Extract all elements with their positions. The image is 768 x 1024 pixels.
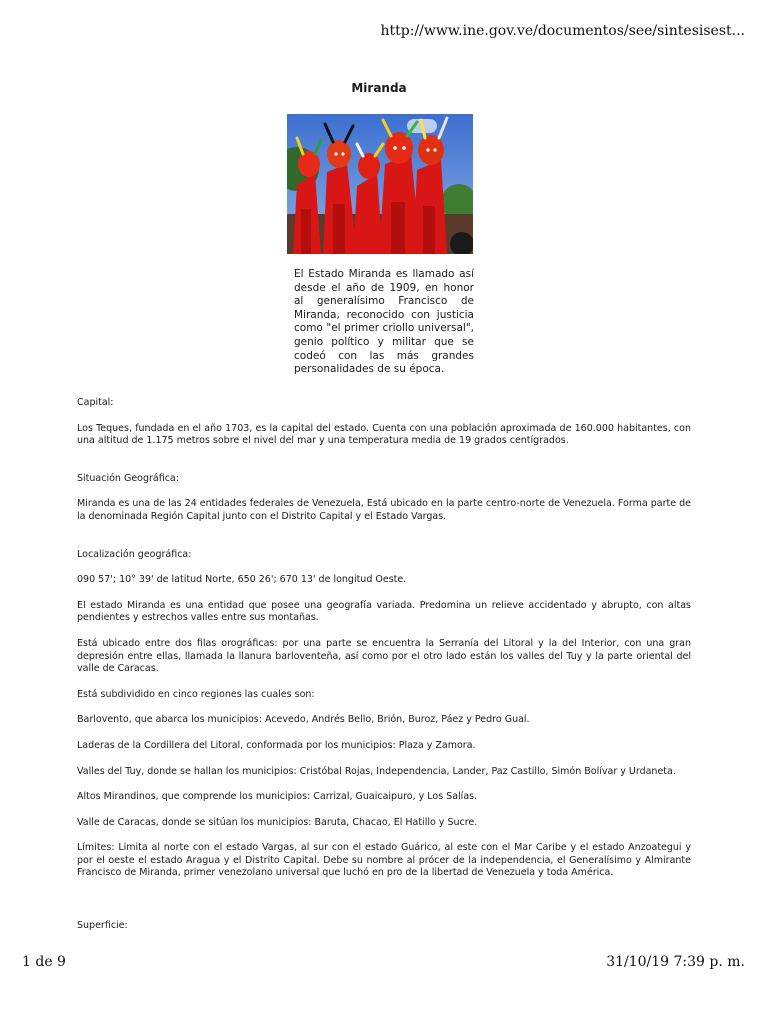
section-heading-capital: Capital: [77,397,114,408]
print-datetime: 31/10/19 7:39 p. m. [606,954,745,970]
paragraph: Laderas de la Cordillera del Litoral, conformada por los municipios: Plaza y Zamora. [77,739,476,751]
section-text-capital: Los Teques, fundada en el año 1703, es la capital del estado. Cuenta con una población aproximada de 160.000 habitantes, con una altitud de 1.175 metros sobre el nivel del mar y una temperatura media de 19 grados centígrados. [77,422,691,447]
section-heading-situacion: Situación Geográfica: [77,472,179,484]
diablos-dancers-photo [287,114,473,254]
page-title: Miranda [351,81,407,95]
page-number: 1 de 9 [22,954,66,970]
paragraph: Barlovento, que abarca los municipios: Acevedo, Andrés Bello, Brión, Buroz, Páez y Pedro Gual. [77,714,530,726]
section-text-situacion: Miranda es una de las 24 entidades federales de Venezuela, Está ubicado en la parte centro-norte de Venezuela. Forma parte de la denominada Región Capital junto con el Distrito Capital y el Estado Vargas. [77,498,691,522]
paragraph: Valles del Tuy, donde se hallan los municipios: Cristóbal Rojas, Independencia, Lander, Paz Castillo, Simón Bolívar y Urdaneta. [77,765,676,777]
paragraph: El estado Miranda es una entidad que posee una geografía variada. Predomina un relieve accidentado y abrupto, con altas pendientes y estrechos valles entre sus montañas. [77,599,691,624]
photo-caption: El Estado Miranda es llamado así desde el año de 1909, en honor al generalísimo Francisco de Miranda, reconocido con justicia como "el primer criollo universal", genio político y militar que se codeó con las más grandes personalidades de su época. [294,268,474,376]
paragraph-limites: Límites: Limita al norte con el estado Vargas, al sur con el estado Guárico, al este con el Mar Caribe y el estado Anzoategui y por el oeste el estado Aragua y el Distrito Capital. Debe su nombre al prócer de la independencia, el Generalísimo y Almirante Francisco de Miranda, primer venezolano universal que luchó en pro de la libertad de Venezuela y toda América. [77,842,691,879]
paragraph: Está ubicado entre dos filas orográficas: por una parte se encuentra la Serranía del Litoral y la del Interior, con una gran depresión entre ellas, llamada la llanura barloventeña, así como por el otro lado están los valles del Tuy y la parte oriental del valle de Caracas. [77,637,691,675]
paragraph: Altos Mirandinos, que comprende los municipios: Carrizal, Guaicaipuro, y Los Salías. [77,791,478,803]
section-heading-superficie: Superficie: [77,920,128,932]
paragraph: Valle de Caracas, donde se sitúan los municipios: Baruta, Chacao, El Hatillo y Sucre. [77,816,478,828]
page-url: http://www.ine.gov.ve/documentos/see/sintesisest... [380,23,745,39]
paragraph: 090 57'; 10° 39' de latitud Norte, 650 26'; 670 13' de longitud Oeste. [77,574,407,586]
section-heading-localizacion: Localización geográfica: [77,548,192,560]
document-body [77,397,691,933]
paragraph: Está subdividido en cinco regiones las cuales son: [77,688,315,700]
